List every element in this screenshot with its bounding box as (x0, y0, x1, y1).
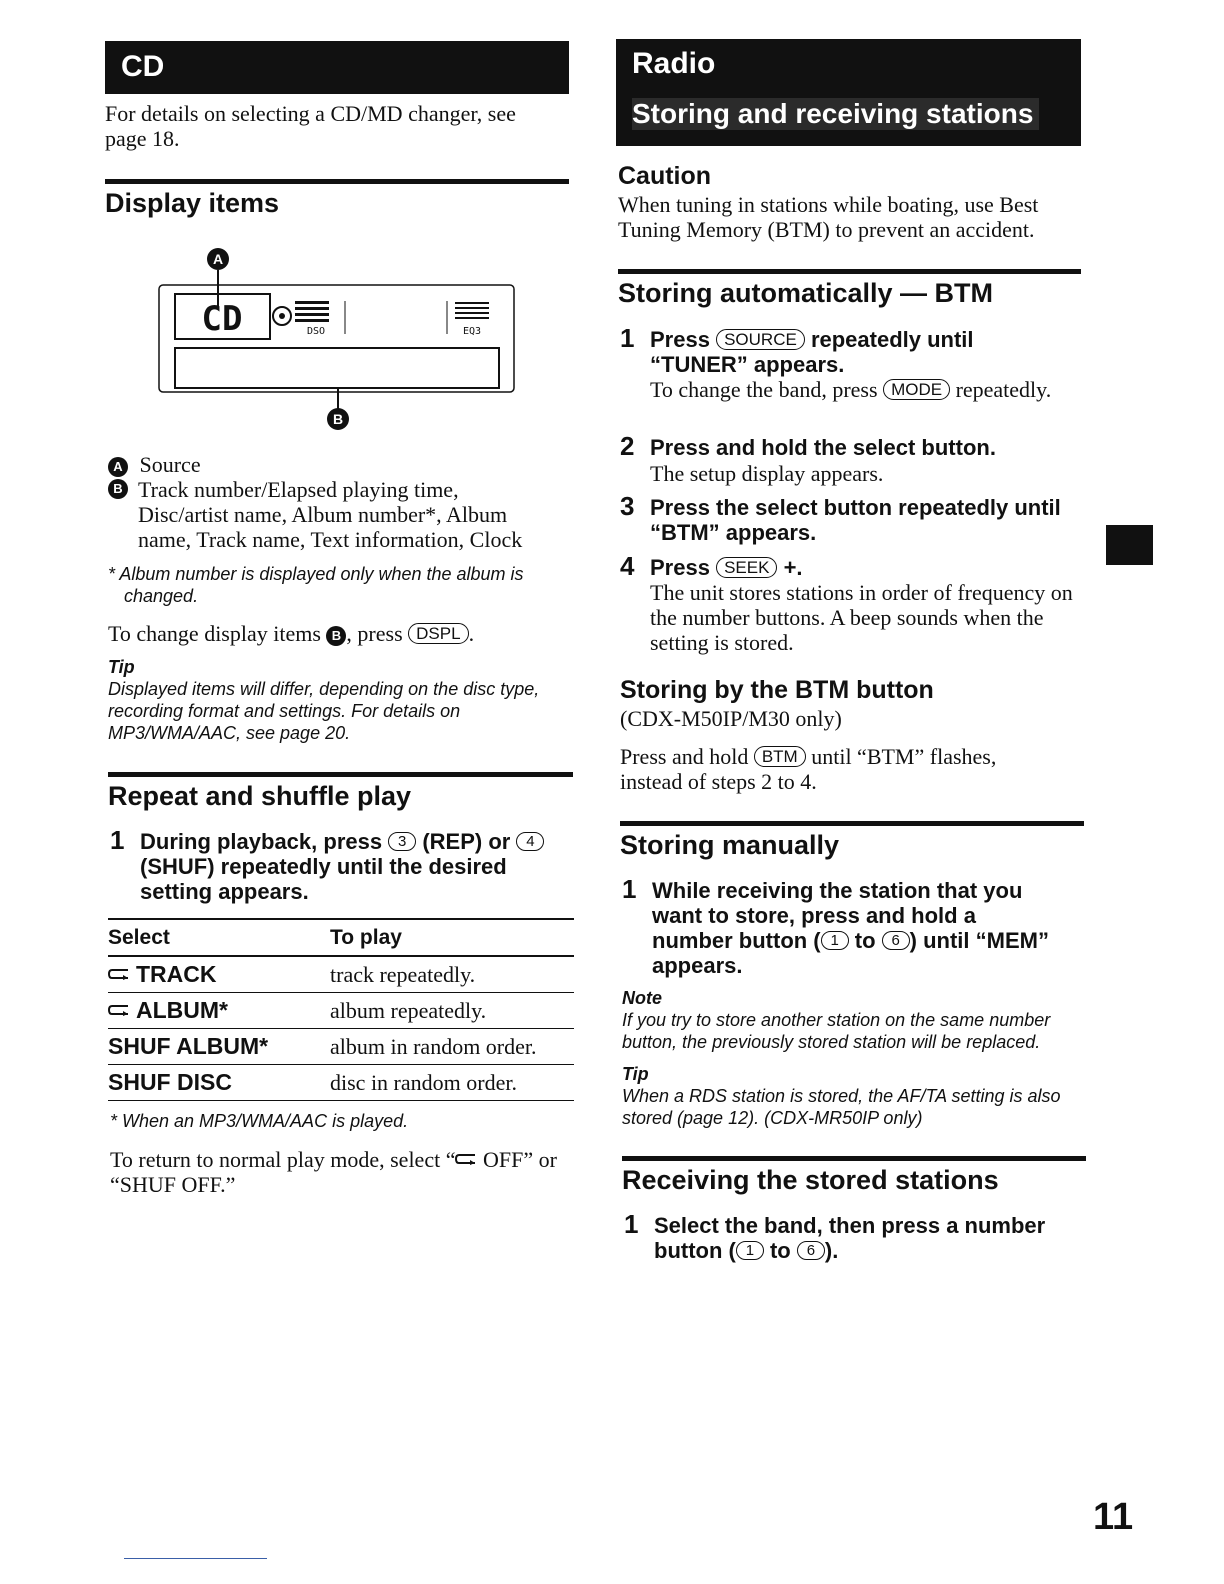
col-select: Select (108, 919, 330, 956)
manual-tip-text: When a RDS station is stored, the AF/TA setting is also stored (page 12). (CDX-MR50IP only) (622, 1086, 1061, 1128)
key-1[interactable]: 1 (821, 931, 849, 950)
key-1[interactable]: 1 (736, 1241, 764, 1260)
key-4[interactable]: 4 (516, 832, 544, 851)
key-3[interactable]: 3 (388, 832, 416, 851)
cd-banner-title: CD (121, 50, 165, 83)
album-footnote: * Album number is displayed only when the album is changed. (108, 564, 524, 606)
mp3-footnote: * When an MP3/WMA/AAC is played. (110, 1111, 409, 1131)
text-window (175, 348, 499, 388)
table-header-row (108, 919, 574, 956)
display-items-rule (105, 179, 569, 184)
legend-marker-b: B (108, 479, 128, 499)
manual-rule (620, 821, 1084, 826)
auto-rule (618, 269, 1081, 274)
receive-rule (622, 1156, 1086, 1161)
auto-step-3: Press the select button repeatedly until “BTM” appears. (650, 495, 1061, 545)
eq-icon (455, 302, 489, 337)
dso-icon (295, 301, 329, 337)
marker-b (327, 388, 349, 430)
col-play: To play (330, 919, 574, 956)
svg-text:A: A (212, 251, 224, 267)
play-mode-table (108, 918, 574, 1101)
table-row: SHUF DISC disc in random order. (108, 1065, 574, 1101)
repeat-icon (108, 968, 130, 980)
page-number: 11 (1093, 1496, 1134, 1538)
manual-tip-label: Tip (622, 1064, 649, 1084)
receive-step-1-number: 1 (624, 1209, 639, 1239)
section-tab (1106, 525, 1153, 565)
radio-banner (616, 39, 1081, 146)
change-display-line: To change display items B , press DSPL . (108, 621, 475, 646)
caution-heading: Caution (618, 162, 712, 190)
dspl-key[interactable]: DSPL (408, 623, 468, 644)
auto-step-4-number: 4 (620, 551, 635, 581)
btm-button-text: Press and hold BTM until “BTM” flashes, instead of steps 2 to 4. (620, 744, 997, 794)
display-diagram (150, 246, 530, 436)
manual-note-text: If you try to store another station on the same number button, the previously stored station will be replaced. (622, 1010, 1051, 1052)
return-text: To return to normal play mode, select “ OFF” or “SHUF OFF.” (110, 1147, 557, 1197)
auto-step-2: Press and hold the select button. (650, 435, 996, 460)
caution-text: When tuning in stations while boating, use Best Tuning Memory (BTM) to prevent an accident. (618, 192, 1039, 242)
btm-button-models: (CDX-M50IP/M30 only) (620, 706, 842, 731)
auto-heading: Storing automatically — BTM (618, 278, 994, 308)
repeat-icon (455, 1153, 477, 1165)
table-row: SHUF ALBUM* album in random order. (108, 1029, 574, 1065)
repeat-rule (108, 772, 573, 777)
table-row: TRACK track repeatedly. (108, 956, 574, 993)
legend-marker-a: A (108, 457, 128, 477)
source-window-text: CD (201, 299, 243, 339)
auto-step-1-note: To change the band, press MODE repeatedly. (650, 377, 1052, 402)
repeat-icon (108, 1004, 130, 1016)
btm-key[interactable]: BTM (754, 746, 806, 767)
radio-banner-subtitle: Storing and receiving stations (632, 98, 1039, 130)
display-tip-label: Tip (108, 657, 135, 677)
footer-rule (124, 1558, 267, 1559)
manual-heading: Storing manually (620, 830, 840, 860)
auto-step-4: Press SEEK +. (650, 555, 803, 580)
display-tip-text: Displayed items will differ, depending on the disc type, recording format and settings. For details on MP3/WMA/AAC, see page 20. (108, 679, 540, 743)
auto-step-2-number: 2 (620, 431, 635, 461)
legend-text-a: Source (139, 452, 201, 477)
display-items-heading: Display items (105, 188, 280, 218)
legend-a (108, 452, 568, 477)
receive-heading: Receiving the stored stations (622, 1165, 999, 1195)
cd-intro: For details on selecting a CD/MD changer, see page 18. (105, 101, 516, 151)
source-key[interactable]: SOURCE (716, 329, 805, 350)
table-row: ALBUM* album repeatedly. (108, 993, 574, 1029)
svg-text:EQ3: EQ3 (462, 326, 482, 337)
auto-step-1: Press SOURCE repeatedly until “TUNER” appears. (650, 327, 974, 377)
auto-step-2-note: The setup display appears. (650, 461, 884, 486)
svg-text:B: B (332, 411, 344, 427)
manual-step-1-number: 1 (622, 874, 637, 904)
key-6[interactable]: 6 (882, 931, 910, 950)
radio-banner-title: Radio (632, 47, 716, 80)
change-display-mid: , press (346, 621, 403, 646)
repeat-step-number: 1 (110, 825, 125, 855)
manual-step-1: While receiving the station that you want to store, press and hold a number button ( 1 to 6 ) until “MEM” appears. (652, 878, 1049, 978)
auto-step-4-note: The unit stores stations in order of frequency on the number buttons. A beep sounds when the setting is stored. (650, 580, 1073, 655)
auto-step-3-number: 3 (620, 491, 635, 521)
svg-text:DSO: DSO (306, 326, 326, 337)
receive-step-1: Select the band, then press a number button ( 1 to 6 ). (654, 1213, 1046, 1263)
seek-key[interactable]: SEEK (716, 557, 777, 578)
key-6[interactable]: 6 (797, 1241, 825, 1260)
cd-banner (105, 41, 569, 94)
legend-b (108, 477, 568, 552)
btm-button-heading: Storing by the BTM button (620, 676, 934, 704)
change-display-marker: B (326, 626, 346, 646)
mode-key[interactable]: MODE (883, 379, 950, 400)
repeat-heading: Repeat and shuffle play (108, 781, 412, 811)
manual-note-label: Note (622, 988, 662, 1008)
auto-step-1-number: 1 (620, 323, 635, 353)
legend-text-b: Track number/Elapsed playing time, Disc/artist name, Album number*, Album name, Track name, Text information, Clock (138, 477, 523, 552)
repeat-step-text: During playback, press 3 (REP) or 4 (SHUF) repeatedly until the desired setting appears. (140, 829, 570, 904)
change-display-text: To change display items (108, 621, 321, 646)
